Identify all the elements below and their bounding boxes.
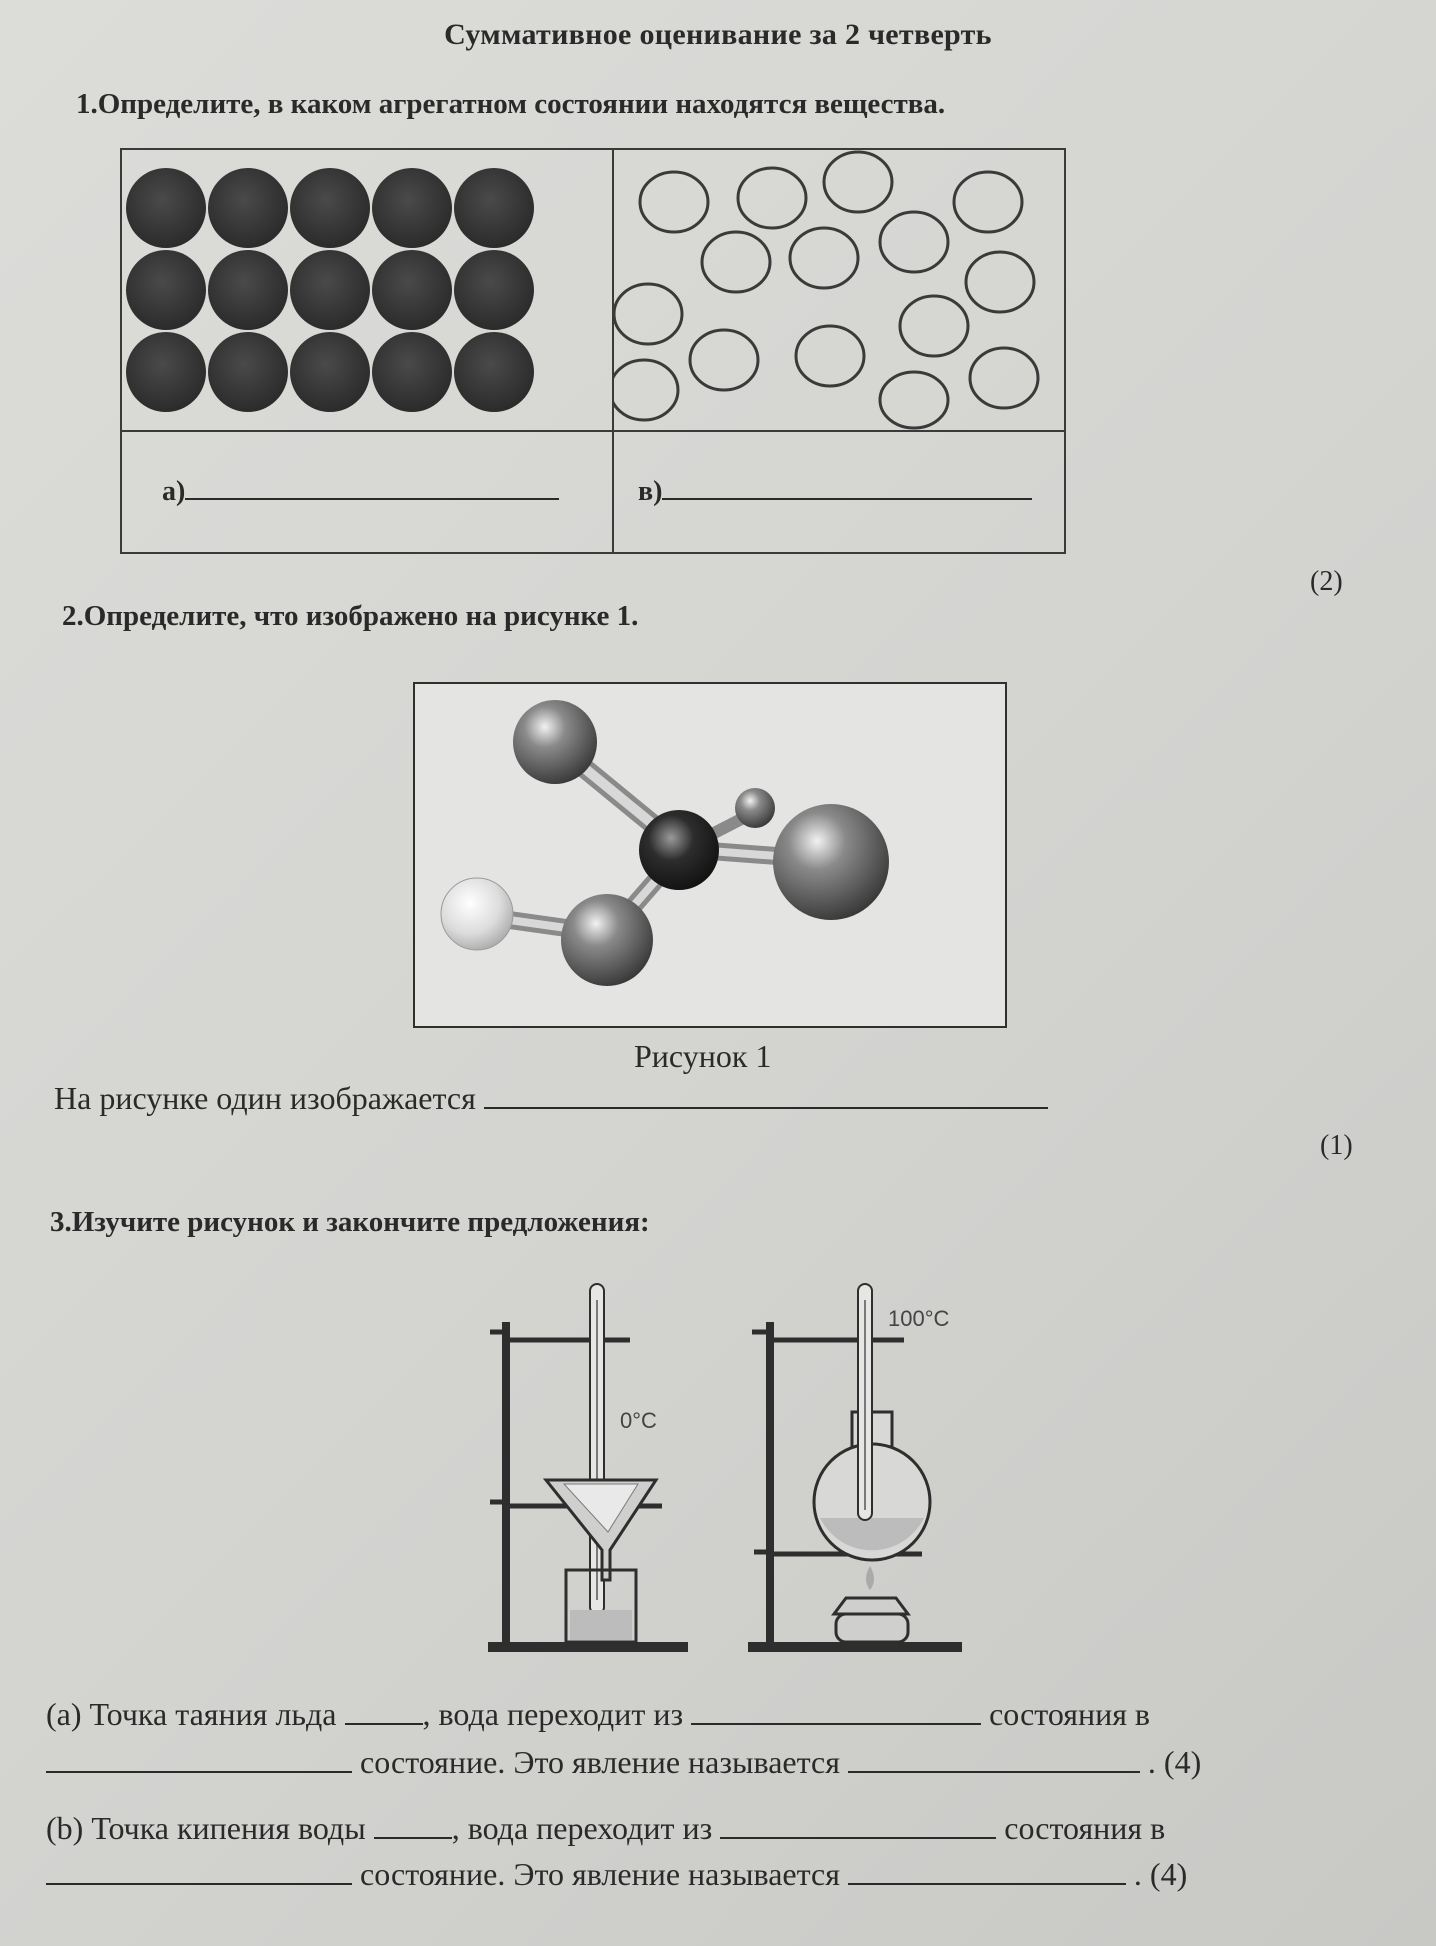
figure-1-molecule — [413, 682, 1007, 1028]
boiling-water-apparatus — [740, 1270, 980, 1670]
figure-1-caption: Рисунок 1 — [634, 1038, 772, 1074]
molecule-model-drawing — [415, 684, 1005, 1026]
sentence-a-line-1: (a) Точка таяния льда , вода переходит из состояния в — [46, 1696, 1151, 1732]
solid-particles-diagram — [122, 150, 612, 430]
question-3-text: 3.Изучите рисунок и закончите предложения: — [50, 1206, 650, 1238]
question-1-score: (2) — [1310, 566, 1343, 597]
sentence-a-line-2: состояние. Это явление называется . (4) — [46, 1744, 1201, 1781]
thermometer-right-label: 100°C — [888, 1306, 950, 1331]
sentence-b-line-1: (b) Точка кипения воды , вода переходит из состояния в — [46, 1810, 1166, 1846]
question-2-sentence: На рисунке один изображается — [54, 1080, 1048, 1117]
gas-particles-diagram — [614, 150, 1064, 430]
question-2-text: 2.Определите, что изображено на рисунке 1. — [62, 600, 639, 632]
page-title: Суммативное оценивание за 2 четверть — [444, 18, 992, 51]
table-divider-horizontal — [122, 430, 1064, 432]
states-table — [120, 148, 1066, 554]
answer-b-label: в) — [638, 476, 1032, 508]
question-2-score: (1) — [1320, 1130, 1353, 1161]
melting-ice-apparatus — [480, 1270, 700, 1670]
thermometer-left-label: 0°C — [620, 1408, 657, 1433]
question-1-text: 1.Определите, в каком агрегатном состоянии находятся вещества. — [76, 88, 946, 120]
sentence-b-line-2: состояние. Это явление называется . (4) — [46, 1856, 1187, 1893]
answer-a-label: а) — [162, 476, 559, 508]
